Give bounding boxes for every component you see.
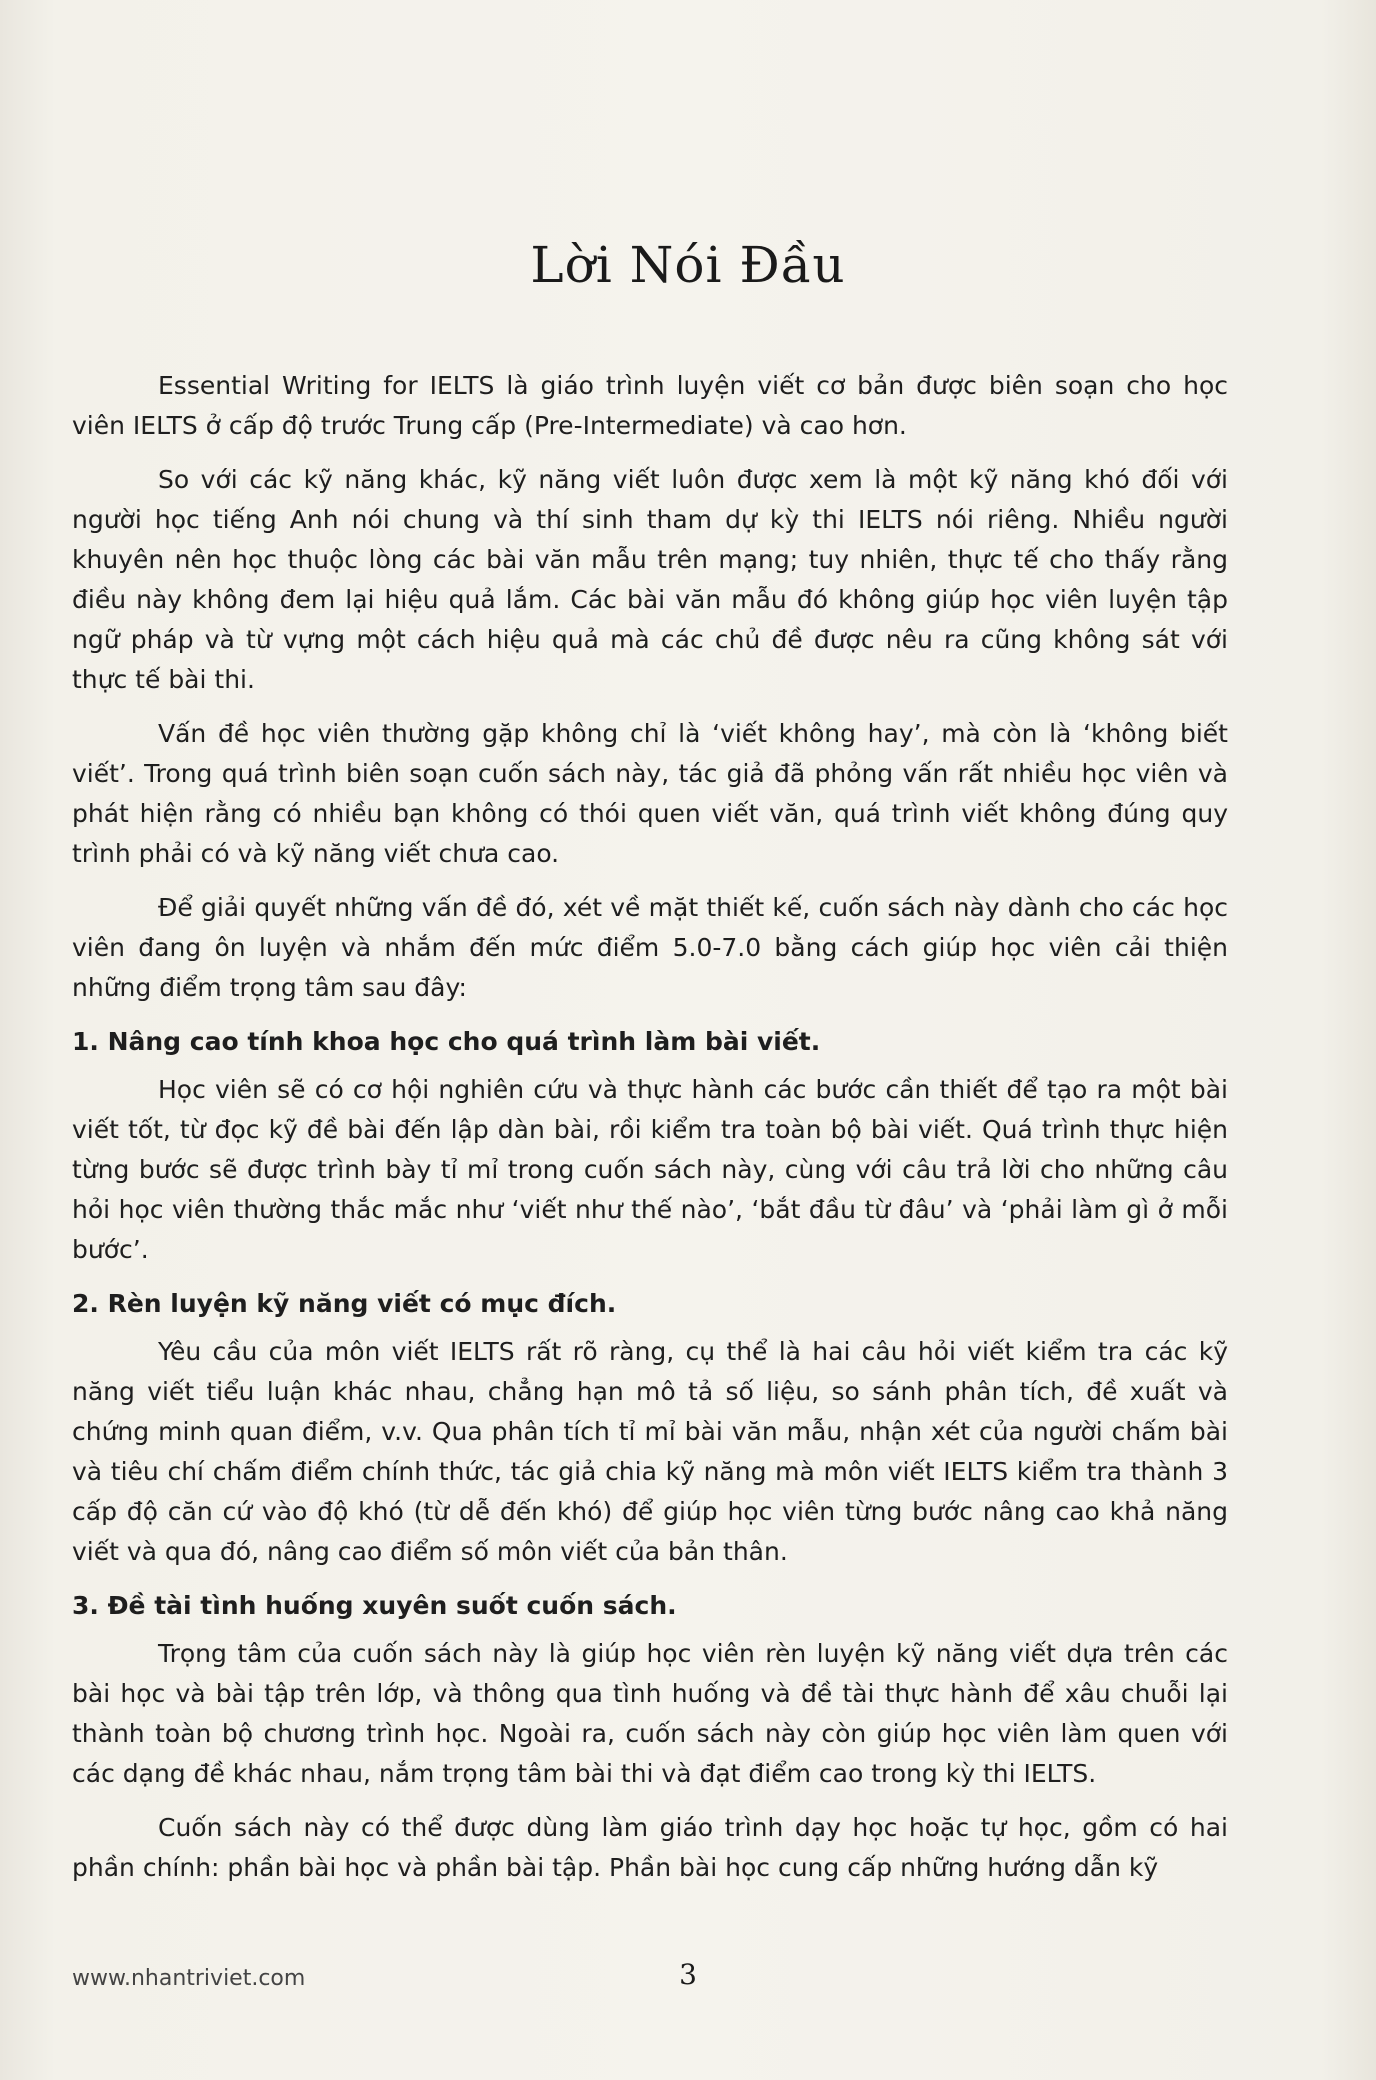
page-title: Lời Nói Đầu: [530, 236, 846, 294]
paragraph-book-design: Để giải quyết những vấn đề đó, xét về mặt thiết kế, cuốn sách này dành cho các học viên đang ôn luyện và nhắm đến mức điểm 5.0-7.0 bằng cách giúp học viên cải thiện những điểm trọng tâm sau đây:: [72, 893, 1228, 1002]
section-heading-1: 1. Nâng cao tính khoa học cho quá trình làm bài viết.: [72, 1027, 821, 1056]
paragraph-intro: Essential Writing for IELTS là giáo trình luyện viết cơ bản được biên soạn cho học viên IELTS ở cấp độ trước Trung cấp (Pre-Intermediate) và cao hơn.: [72, 371, 1228, 440]
paragraph-section-2: Yêu cầu của môn viết IELTS rất rõ ràng, cụ thể là hai câu hỏi viết kiểm tra các kỹ năng viết tiểu luận khác nhau, chẳng hạn mô tả số liệu, so sánh phân tích, đề xuất và chứng minh quan điểm, v.v. Qua phân tích tỉ mỉ bài văn mẫu, nhận xét của người chấm bài và tiêu chí chấm điểm chính thức, tác giả chia kỹ năng mà môn viết IELTS kiểm tra thành 3 cấp độ căn cứ vào độ khó (từ dễ đến khó) để giúp học viên từng bước nâng cao khả năng viết và qua đó, nâng cao điểm số môn viết của bản thân.: [72, 1337, 1228, 1566]
paragraph-common-problems: Vấn đề học viên thường gặp không chỉ là ‘viết không hay’, mà còn là ‘không biết viết’. Trong quá trình biên soạn cuốn sách này, tác giả đã phỏng vấn rất nhiều học viên và phát hiện rằng có nhiều bạn không có thói quen viết văn, quá trình viết không đúng quy trình phải có và kỹ năng viết chưa cao.: [72, 719, 1228, 868]
paragraph-section-1: Học viên sẽ có cơ hội nghiên cứu và thực hành các bước cần thiết để tạo ra một bài viết tốt, từ đọc kỹ đề bài đến lập dàn bài, rồi kiểm tra toàn bộ bài viết. Quá trình thực hiện từng bước sẽ được trình bày tỉ mỉ trong cuốn sách này, cùng với câu trả lời cho những câu hỏi học viên thường thắc mắc như ‘viết như thế nào’, ‘bắt đầu từ đâu’ và ‘phải làm gì ở mỗi bước’.: [72, 1075, 1228, 1264]
section-heading-2: 2. Rèn luyện kỹ năng viết có mục đích.: [72, 1289, 617, 1318]
page-number: 3: [679, 1958, 697, 1991]
paragraph-book-structure: Cuốn sách này có thể được dùng làm giáo trình dạy học hoặc tự học, gồm có hai phần chính: phần bài học và phần bài tập. Phần bài học cung cấp những hướng dẫn kỹ: [72, 1813, 1228, 1882]
paragraph-writing-difficulty: So với các kỹ năng khác, kỹ năng viết luôn được xem là một kỹ năng khó đối với người học tiếng Anh nói chung và thí sinh tham dự kỳ thi IELTS nói riêng. Nhiều người khuyên nên học thuộc lòng các bài văn mẫu trên mạng; tuy nhiên, thực tế cho thấy rằng điều này không đem lại hiệu quả lắm. Các bài văn mẫu đó không giúp học viên luyện tập ngữ pháp và từ vựng một cách hiệu quả mà các chủ đề được nêu ra cũng không sát với thực tế bài thi.: [72, 465, 1228, 694]
paragraph-section-3: Trọng tâm của cuốn sách này là giúp học viên rèn luyện kỹ năng viết dựa trên các bài học và bài tập trên lớp, và thông qua tình huống và đề tài thực hành để xâu chuỗi lại thành toàn bộ chương trình học. Ngoài ra, cuốn sách này còn giúp học viên làm quen với các dạng đề khác nhau, nắm trọng tâm bài thi và đạt điểm cao trong kỳ thi IELTS.: [72, 1639, 1228, 1788]
footer-website-url: www.nhantriviet.com: [72, 1966, 306, 1991]
section-heading-3: 3. Đề tài tình huống xuyên suốt cuốn sách.: [72, 1591, 677, 1620]
body-text: [72, 366, 1228, 1902]
